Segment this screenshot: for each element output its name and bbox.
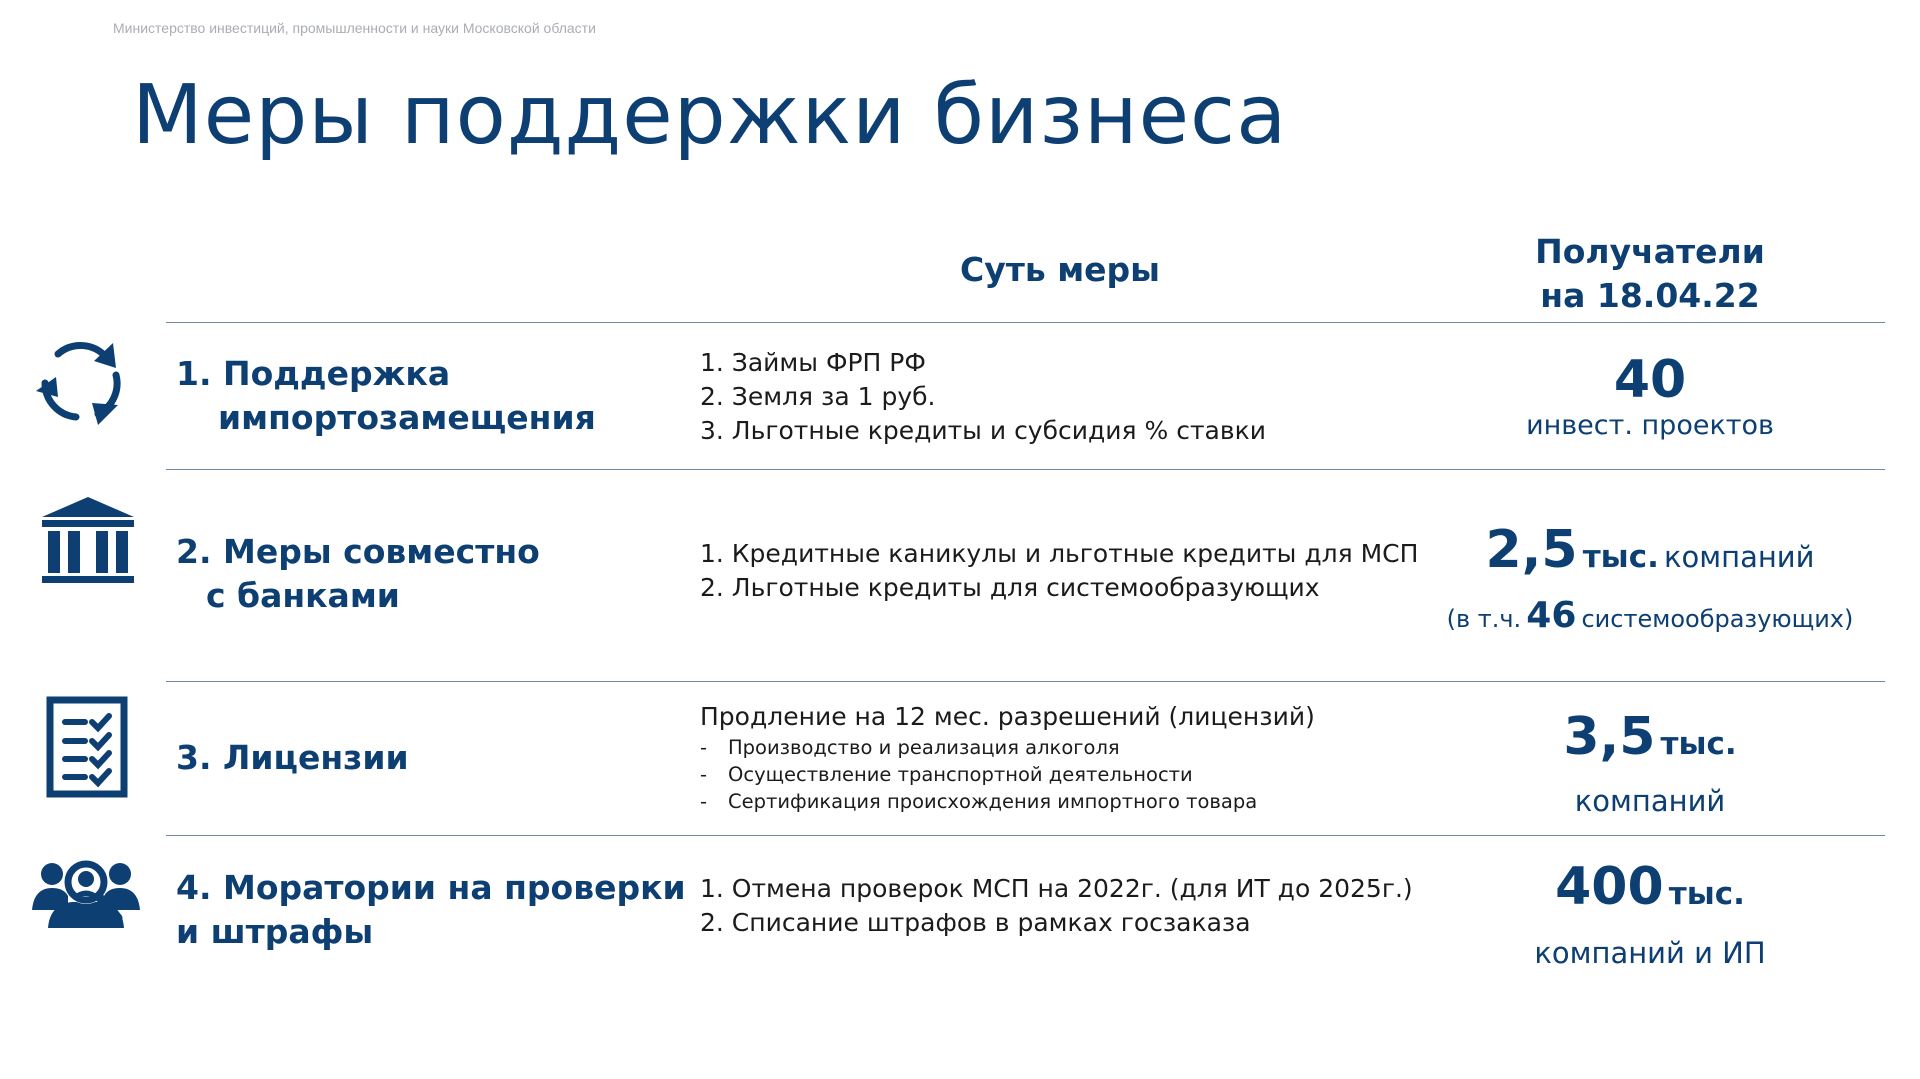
recipients-caption: компаний [1574,784,1726,818]
inspection-search-icon [30,852,142,942]
measure-4-essence [700,872,1413,940]
dash-bullet: - [700,763,708,786]
recipients-value-line [1475,705,1825,781]
subitem-text: Осуществление транспортной деятельности [728,763,1193,786]
measure-2-name [176,530,540,618]
essence-subitem [700,788,1315,815]
recipients-value: 3,5 [1563,707,1656,767]
recipients-value-line [1420,518,1880,594]
column-header-essence: Суть меры [959,250,1161,289]
column-header-recipients [1475,230,1825,318]
measure-1-line1: 1. Поддержка [176,354,451,393]
essence-item: 2. Льготные кредиты для системообразующих [700,573,1320,602]
measure-1-recipients [1475,350,1825,441]
note-suffix: системообразующих) [1581,605,1854,633]
essence-lead: Продление на 12 мес. разрешений (лицензий) [700,702,1315,731]
essence-item: 2. Земля за 1 руб. [700,382,936,411]
essence-subitem [700,734,1315,761]
checklist-icon [45,695,129,803]
recipients-value: 40 [1613,350,1687,410]
essence-item: 3. Льготные кредиты и субсидия % ставки [700,416,1266,445]
measure-3-name [176,736,409,780]
measure-2-line1: 2. Меры совместно [176,532,540,571]
bank-icon [38,495,138,594]
measure-3-line1: 3. Лицензии [176,738,409,777]
recipients-value: 2,5 [1485,520,1578,580]
measure-1-name [176,352,596,440]
refresh-cycle-icon [34,335,126,431]
measure-4-recipients [1475,855,1825,975]
measure-2-essence [700,537,1418,605]
essence-item: 2. Списание штрафов в рамках госзаказа [700,908,1251,937]
essence-item: 1. Займы ФРП РФ [700,348,926,377]
measure-2-line2: с банками [206,576,400,615]
measure-2-recipients [1420,518,1880,644]
essence-item: 1. Отмена проверок МСП на 2022г. (для ИТ до 2025г.) [700,874,1413,903]
recipients-value: 400 [1555,857,1664,917]
dash-bullet: - [700,790,708,813]
measure-4-name [176,866,686,954]
recipients-value-line [1475,855,1825,931]
essence-subitem [700,761,1315,788]
recipients-line2: на 18.04.22 [1540,276,1760,315]
recipients-line1: Получатели [1535,232,1765,271]
recipients-caption: компаний и ИП [1534,936,1766,970]
recipients-note [1420,594,1880,644]
recipients-unit: тыс. [1582,539,1659,575]
ministry-name: Министерство инвестиций, промышленности и науки Московской области [113,20,596,36]
note-value: 46 [1526,595,1577,636]
recipients-unit-text: компаний [1663,540,1815,574]
subitem-text: Производство и реализация алкоголя [728,736,1120,759]
essence-item: 1. Кредитные каникулы и льготные кредиты для МСП [700,539,1419,568]
recipients-unit: тыс. [1668,876,1745,912]
page-title: Меры поддержки бизнеса [132,68,1288,163]
recipients-caption: инвест. проектов [1526,410,1774,441]
measure-3-recipients [1475,705,1825,821]
note-prefix: (в т.ч. [1446,605,1522,633]
measure-1-essence [700,346,1266,448]
divider-row1 [166,469,1885,470]
divider-header [166,322,1885,323]
measure-4-line2: и штрафы [176,912,374,951]
divider-row2 [166,681,1885,682]
divider-row3 [166,835,1885,836]
recipients-unit: тыс. [1660,726,1737,762]
measure-3-essence [700,700,1315,815]
subitem-text: Сертификация происхождения импортного товара [728,790,1258,813]
measure-4-line1: 4. Моратории на проверки [176,868,686,907]
dash-bullet: - [700,736,708,759]
measure-1-line2: импортозамещения [218,398,596,437]
